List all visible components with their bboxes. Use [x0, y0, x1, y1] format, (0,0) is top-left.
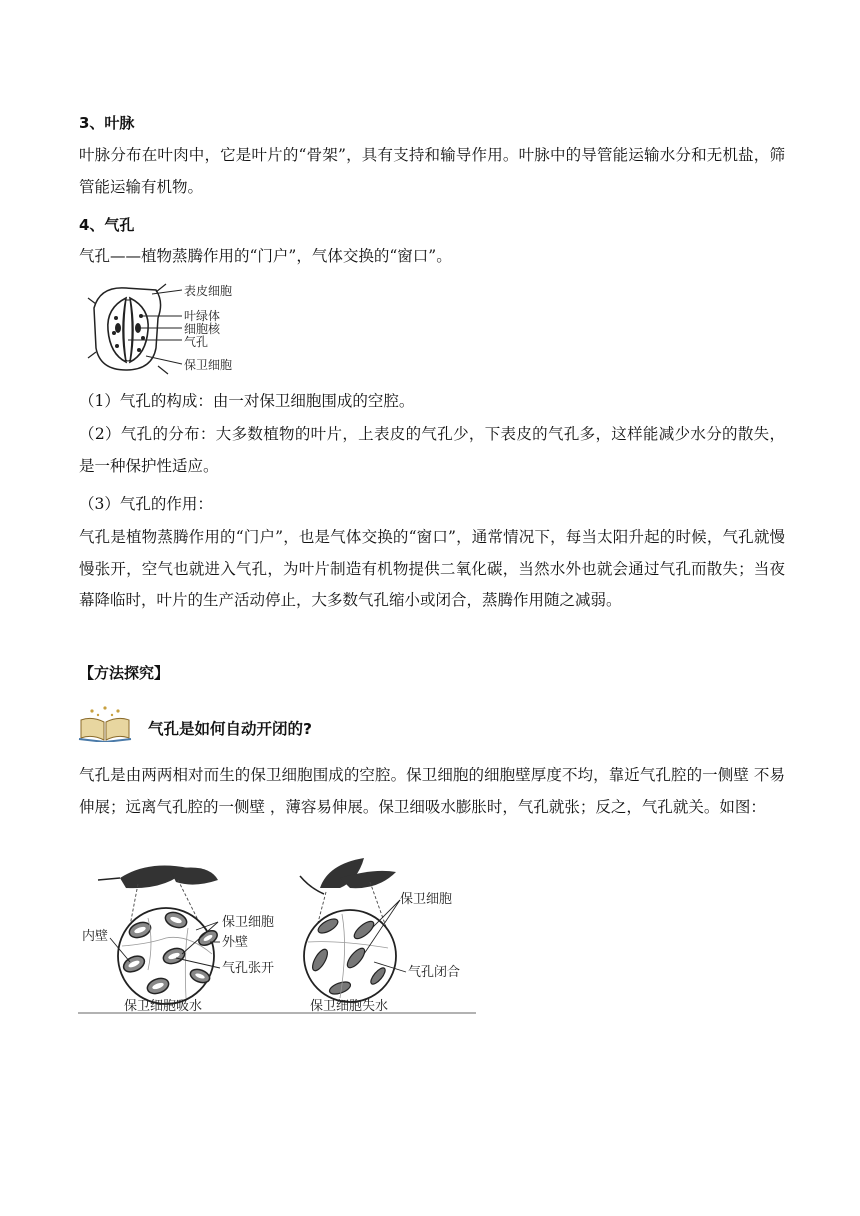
- stomata-structure-figure: [86, 278, 266, 378]
- fig2-label-outer-wall: 外壁: [222, 935, 249, 950]
- fig2-label-stoma-open: 气孔张开: [222, 961, 275, 976]
- guard-cell-figure: [78, 858, 476, 1014]
- fig1-label-stoma: 气孔: [184, 335, 209, 349]
- fig1-label-chloroplast: 叶绿体: [184, 309, 221, 323]
- open-book-icon: [78, 706, 132, 742]
- fig2-label-guard-cell-left: 保卫细胞: [222, 915, 275, 930]
- paragraph-stomata-function: 气孔是植物蒸腾作用的“门户”，也是气体交换的“窗口”，通常情况下，每当太阳升起的时候，气孔就慢慢张开，空气也就进入气孔，为叶片制造有机物提供二氧化碳，当然水外也就会通过气孔而散失；当夜幕降临时，叶片的生产活动停止，大多数气孔缩小或闭合，蒸腾作用随之减弱。: [79, 528, 785, 609]
- paragraph-stomata-distribution: （2）气孔的分布：大多数植物的叶片，上表皮的气孔少，下表皮的气孔多，这样能减少水分的散失，是一种保护性适应。: [79, 425, 785, 475]
- method-heading: 【方法探究】: [79, 664, 170, 682]
- paragraph-stomata-structure: （1）气孔的构成：由一对保卫细胞围成的空腔。: [79, 392, 415, 410]
- section-heading-stomata: 4、气孔: [79, 216, 135, 234]
- paragraph-method: 气孔是由两两相对而生的保卫细胞围成的空腔。保卫细胞的细胞壁厚度不均，靠近气孔腔的一侧壁 不易伸展；远离气孔腔的一侧壁 ，薄容易伸展。保卫细吸水膨胀时，气孔就张；反之，气孔就关。如图：: [79, 766, 785, 816]
- paragraph-stomata-intro: 气孔——植物蒸腾作用的“门户”，气体交换的“窗口”。: [79, 247, 452, 265]
- fig2-caption-lose: 保卫细胞失水: [310, 999, 389, 1014]
- fig1-label-guard-cell: 保卫细胞: [184, 358, 233, 372]
- fig2-caption-absorb: 保卫细胞吸水: [124, 999, 203, 1014]
- paragraph-veins: 叶脉分布在叶肉中，它是叶片的“骨架”，具有支持和输导作用。叶脉中的导管能运输水分和无机盐，筛管能运输有机物。: [79, 146, 785, 196]
- fig1-label-nucleus: 细胞核: [184, 322, 221, 336]
- fig2-label-stoma-closed: 气孔闭合: [408, 965, 461, 980]
- fig1-label-epidermal: 表皮细胞: [184, 284, 233, 298]
- fig2-label-guard-cell-right: 保卫细胞: [400, 892, 453, 907]
- fig2-label-inner-wall: 内壁: [82, 929, 109, 944]
- method-title: 气孔是如何自动开闭的?: [148, 720, 312, 738]
- section-heading-veins: 3、叶脉: [79, 114, 135, 132]
- paragraph-stomata-function-heading: （3）气孔的作用：: [79, 495, 213, 513]
